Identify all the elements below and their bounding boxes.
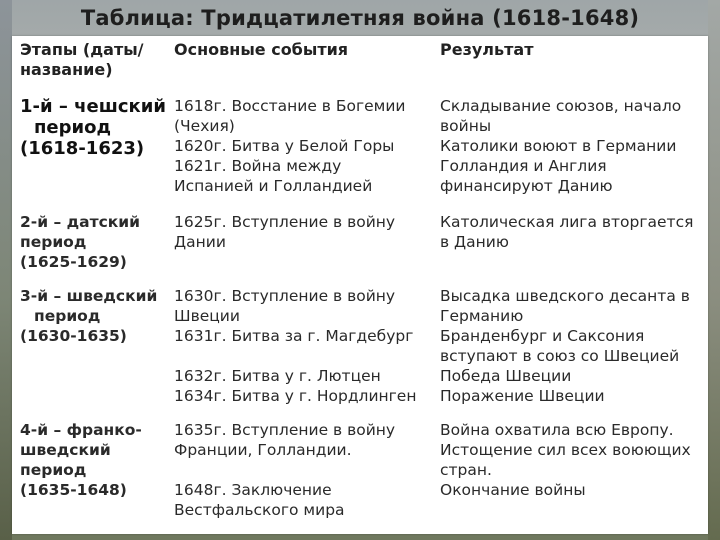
slide-title: Таблица: Тридцатилетняя война (1618-1648) <box>80 6 640 30</box>
stage-cell <box>20 212 170 272</box>
table-row <box>12 212 708 278</box>
result-line: Складывание союзов, начало <box>440 97 682 115</box>
event-line: 1635г. Вступление в войну <box>174 421 396 439</box>
table-header-row <box>12 40 708 84</box>
result-line: Голландия и Англия <box>440 157 607 175</box>
result-line: в Данию <box>440 233 509 251</box>
result-line: войны <box>440 117 492 135</box>
stage-line: 3-й – шведский <box>20 287 158 305</box>
result-line: Католики воюют в Германии <box>440 137 677 155</box>
stage-cell <box>20 96 170 159</box>
stage-line: период <box>34 307 101 325</box>
event-spacer <box>174 346 436 366</box>
event-line: Вестфальского мира <box>174 501 345 519</box>
stage-cell <box>20 420 170 500</box>
stage-line: (1618-1623) <box>20 138 145 159</box>
header-stage <box>20 40 170 80</box>
stage-line: шведский <box>20 441 111 459</box>
result-line: Бранденбург и Саксония <box>440 327 645 345</box>
header-stage-line: название) <box>20 60 113 79</box>
events-cell <box>174 286 436 406</box>
results-cell <box>440 212 706 252</box>
header-stage-line: Этапы (даты/ <box>20 40 144 59</box>
result-line: Истощение сил всех воюющих <box>440 441 691 459</box>
results-cell <box>440 96 706 196</box>
event-line: 1625г. Вступление в войну <box>174 213 396 231</box>
event-line: 1618г. Восстание в Богемии <box>174 97 406 115</box>
event-line: 1621г. Война между <box>174 157 342 175</box>
event-line: 1620г. Битва у Белой Горы <box>174 137 395 155</box>
event-line: 1632г. Битва у г. Лютцен <box>174 367 381 385</box>
result-line: Окончание войны <box>440 481 586 499</box>
result-line: Католическая лига вторгается <box>440 213 694 231</box>
header-events: Основные события <box>174 40 349 59</box>
stage-line: 4-й – франко- <box>20 421 142 439</box>
events-cell <box>174 96 436 196</box>
event-line: Франции, Голландии. <box>174 441 352 459</box>
result-line: вступают в союз со Швецией <box>440 347 680 365</box>
events-cell <box>174 212 436 252</box>
event-line: Испанией и Голландией <box>174 177 373 195</box>
event-line: 1630г. Вступление в войну <box>174 287 396 305</box>
event-line: 1648г. Заключение <box>174 481 332 499</box>
background-right-strip <box>708 0 720 540</box>
stage-line: период <box>20 233 87 251</box>
result-line: Победа Швеции <box>440 367 572 385</box>
stage-line: (1625-1629) <box>20 253 127 271</box>
result-line: Высадка шведского десанта в <box>440 287 690 305</box>
stage-cell <box>20 286 170 346</box>
table-row <box>12 286 708 410</box>
events-cell <box>174 420 436 520</box>
table-row <box>12 96 708 206</box>
results-cell <box>440 286 706 406</box>
result-line: Германию <box>440 307 524 325</box>
result-line: стран. <box>440 461 492 479</box>
stage-line: (1630-1635) <box>20 327 127 345</box>
stage-line: 2-й – датский <box>20 213 141 231</box>
header-results: Результат <box>440 40 534 59</box>
result-line: Война охватила всю Европу. <box>440 421 674 439</box>
event-line: 1631г. Битва за г. Магдебург <box>174 327 414 345</box>
stage-line: (1635-1648) <box>20 481 127 499</box>
result-line: Поражение Швеции <box>440 387 605 405</box>
result-line: финансируют Данию <box>440 177 613 195</box>
table-row <box>12 420 708 526</box>
table-sheet <box>12 36 708 534</box>
background-left-strip <box>0 0 12 540</box>
results-cell <box>440 420 706 500</box>
stage-line: период <box>34 117 112 138</box>
event-line: 1634г. Битва у г. Нордлинген <box>174 387 417 405</box>
stage-line: 1-й – чешский <box>20 96 166 117</box>
stage-line: период <box>20 461 87 479</box>
event-spacer <box>174 460 436 480</box>
event-line: Швеции <box>174 307 240 325</box>
event-line: Дании <box>174 233 226 251</box>
event-line: (Чехия) <box>174 117 235 135</box>
